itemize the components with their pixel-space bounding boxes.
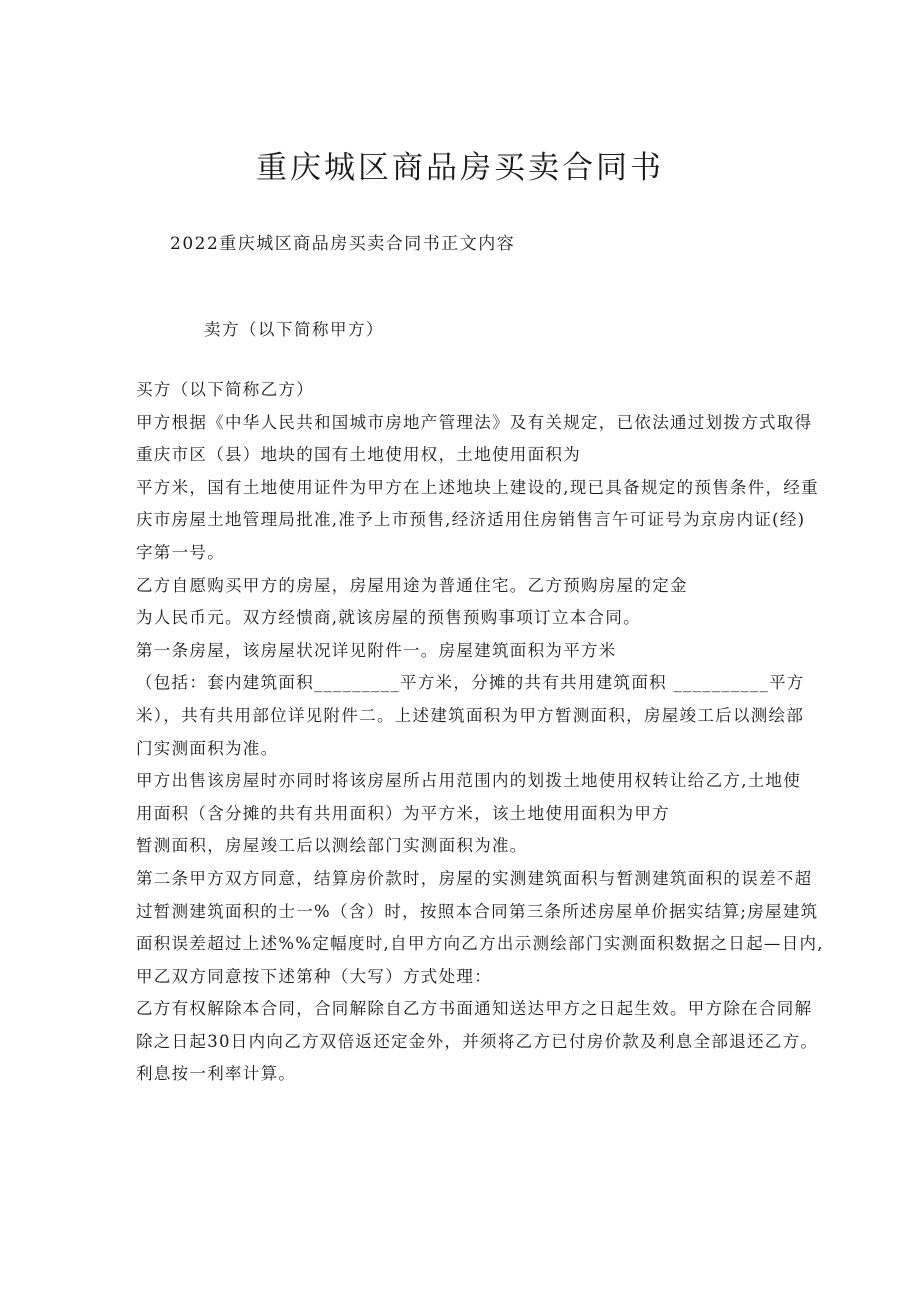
body-line: 暂测面积，房屋竣工后以测绘部门实测面积为准。 (136, 836, 528, 856)
body-line: 乙方自愿购买甲方的房屋，房屋用途为普通住宅。乙方预购房屋的定金 (136, 575, 688, 595)
body-line: 门实测面积为准。 (136, 738, 279, 758)
body-line: （包括：套内建筑面积_________平方米，分摊的共有共用建筑面积 __________平方 (136, 673, 805, 693)
body-line: 第一条房屋，该房屋状况详见附件一。房屋建筑面积为平方米 (136, 640, 617, 660)
body-line: 面积误差超过上述%%定幅度时,自甲方向乙方出示测绘部门实测面积数据之日起—日内, (136, 934, 824, 954)
body-line: 甲方出售该房屋时亦同时将该房屋所占用范围内的划拨土地使用权转让给乙方,土地使 (136, 771, 802, 791)
body-line: 买方（以下简称乙方） (136, 380, 314, 399)
body-line: 米），共有共用部位详见附件二。上述建筑面积为甲方暂测面积，房屋竣工后以测绘部 (136, 705, 805, 725)
body-line: 除之日起30日内向乙方双倍返还定金外，并须将乙方已付房价款及利息全部退还乙方。 (136, 1031, 819, 1051)
body-line: 用面积（含分摊的共有共用面积）为平方米，该土地使用面积为甲方 (136, 803, 670, 823)
body-line: 为人民币元。双方经愦商,就该房屋的预售预购事项订立本合同。 (136, 608, 641, 628)
document-subtitle: 2022重庆城区商品房买卖合同书正文内容 (170, 234, 516, 254)
body-line: 利息按一利率计算。 (136, 1064, 297, 1084)
body-line: 重庆市区（县）地块的国有土地使用权，土地使用面积为 (136, 445, 581, 465)
body-line: 甲乙双方同意按下述第种（大写）方式处理： (136, 966, 492, 986)
body-line: 第二条甲方双方同意，结算房价款时，房屋的实测建筑面积与暂测建筑面积的误差不超 (136, 868, 813, 888)
contract-body (136, 374, 824, 1091)
body-line: 平方米，国有土地使用证件为甲方在上述地块上建设的,现已具备规定的预售条件，经重 (136, 477, 819, 497)
body-line: 过暂测建筑面积的士一%（含）时，按照本合同第三条所述房屋单价据实结算;房屋建筑 (136, 901, 819, 921)
body-line: 甲方根据《中华人民共和国城市房地产管理法》及有关规定，已依法通过划拨方式取得 (136, 412, 813, 432)
body-line: 庆市房屋土地管理局批准,准予上市预售,经济适用住房销售言午可证号为京房内证(经) (136, 510, 806, 530)
body-line: 字第一号。 (136, 542, 225, 562)
seller-line: 卖方（以下简称甲方） (204, 320, 384, 339)
document-title: 重庆城区商品房买卖合同书 (256, 150, 664, 186)
body-line: 乙方有权解除本合同，合同解除自乙方书面通知送达甲方之日起生效。甲方除在合同解 (136, 999, 813, 1019)
